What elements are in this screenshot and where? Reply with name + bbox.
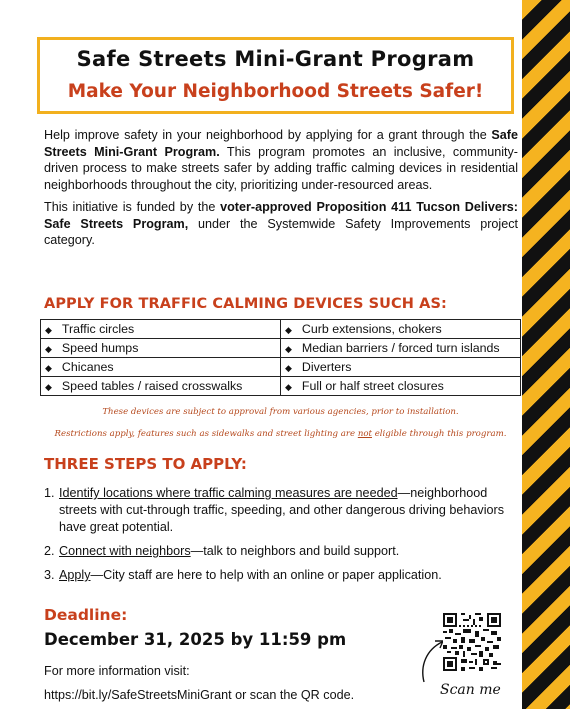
step-number: 2. xyxy=(44,544,55,558)
device-cell xyxy=(281,339,521,358)
table-row xyxy=(41,358,521,377)
device-cell xyxy=(281,358,521,377)
device-label: Speed humps xyxy=(61,341,139,355)
step-link: Connect with neighbors xyxy=(59,544,191,558)
device-label: Chicanes xyxy=(61,360,114,374)
info-line: For more information visit: xyxy=(44,664,190,678)
step-text: —neighborhood streets with cut-through traffic, speeding, and other dangerous driving behaviors have great potential. xyxy=(59,486,505,534)
table-row xyxy=(41,320,521,339)
device-cell xyxy=(41,339,281,358)
device-label: Curb extensions, chokers xyxy=(301,322,442,336)
bullet-icon: ◆ xyxy=(45,325,52,335)
bullet-icon: ◆ xyxy=(45,344,52,354)
intro-text xyxy=(44,127,518,255)
device-cell xyxy=(281,320,521,339)
device-cell xyxy=(41,377,281,396)
device-cell xyxy=(41,320,281,339)
restrictions-note-not: not xyxy=(357,429,372,439)
intro-p2-bold: voter-approved Proposition 411 Tucson Delivers: Safe Streets Program, xyxy=(44,200,518,231)
device-label: Traffic circles xyxy=(61,322,135,336)
deadline-date: December 31, 2025 by 11:59 pm xyxy=(44,630,347,649)
restrictions-note-c: eligible through this program. xyxy=(371,429,507,439)
page-subtitle: Make Your Neighborhood Streets Safer! xyxy=(67,81,484,102)
step-link: Identify locations where traffic calming measures are needed xyxy=(59,486,398,500)
steps-heading: THREE STEPS TO APPLY: xyxy=(44,455,247,473)
restrictions-note-a: Restrictions apply, features such as sidewalks and street lighting are xyxy=(54,429,358,439)
intro-p2-a: This initiative is funded by the xyxy=(44,200,221,214)
step-text: —City staff are here to help with an online or paper application. xyxy=(90,568,442,582)
step-item xyxy=(44,543,514,560)
bullet-icon: ◆ xyxy=(285,325,292,335)
device-label: Full or half street closures xyxy=(301,379,444,393)
step-number: 3. xyxy=(44,568,55,582)
approval-note: These devices are subject to approval from various agencies, prior to installation. xyxy=(102,407,459,417)
device-cell xyxy=(41,358,281,377)
bullet-icon: ◆ xyxy=(285,382,292,392)
table-row xyxy=(41,377,521,396)
bullet-icon: ◆ xyxy=(45,363,52,373)
page-title: Safe Streets Mini-Grant Program xyxy=(76,47,475,71)
step-text: —talk to neighbors and build support. xyxy=(190,544,400,558)
hazard-stripe-border xyxy=(522,0,570,709)
info-url[interactable]: https://bit.ly/SafeStreetsMiniGrant or scan the QR code. xyxy=(44,688,355,702)
device-label: Diverters xyxy=(301,360,352,374)
bullet-icon: ◆ xyxy=(285,344,292,354)
devices-table xyxy=(40,319,521,396)
intro-p2-c: under the Systemwide Safety Improvements project category. xyxy=(44,216,518,247)
intro-paragraph-1 xyxy=(44,127,518,193)
device-cell xyxy=(281,377,521,396)
intro-p1-a: Help improve safety in your neighborhood by applying for a grant through the xyxy=(44,128,492,142)
intro-p1-bold: Safe Streets Mini-Grant Program. xyxy=(44,128,518,159)
bullet-icon: ◆ xyxy=(285,363,292,373)
table-row xyxy=(41,339,521,358)
step-number: 1. xyxy=(44,486,55,500)
deadline-label: Deadline: xyxy=(44,606,128,624)
step-item xyxy=(44,567,514,584)
title-box xyxy=(37,37,514,114)
device-label: Speed tables / raised crosswalks xyxy=(61,379,243,393)
step-item xyxy=(44,485,514,536)
restrictions-note xyxy=(40,429,521,439)
step-link: Apply xyxy=(59,568,91,582)
steps-list xyxy=(44,485,514,591)
intro-paragraph-2 xyxy=(44,199,518,249)
scan-me-label: Scan me xyxy=(440,682,501,698)
qr-code-icon[interactable] xyxy=(443,613,501,671)
device-label: Median barriers / forced turn islands xyxy=(301,341,500,355)
intro-p1-c: This program promotes an inclusive, community-driven process to make streets safer by adding traffic calming devices in residential neighborhoods throughout the city, prioritizing under-resourced areas. xyxy=(44,144,518,192)
bullet-icon: ◆ xyxy=(45,382,52,392)
apply-heading: APPLY FOR TRAFFIC CALMING DEVICES SUCH AS: xyxy=(44,296,447,312)
